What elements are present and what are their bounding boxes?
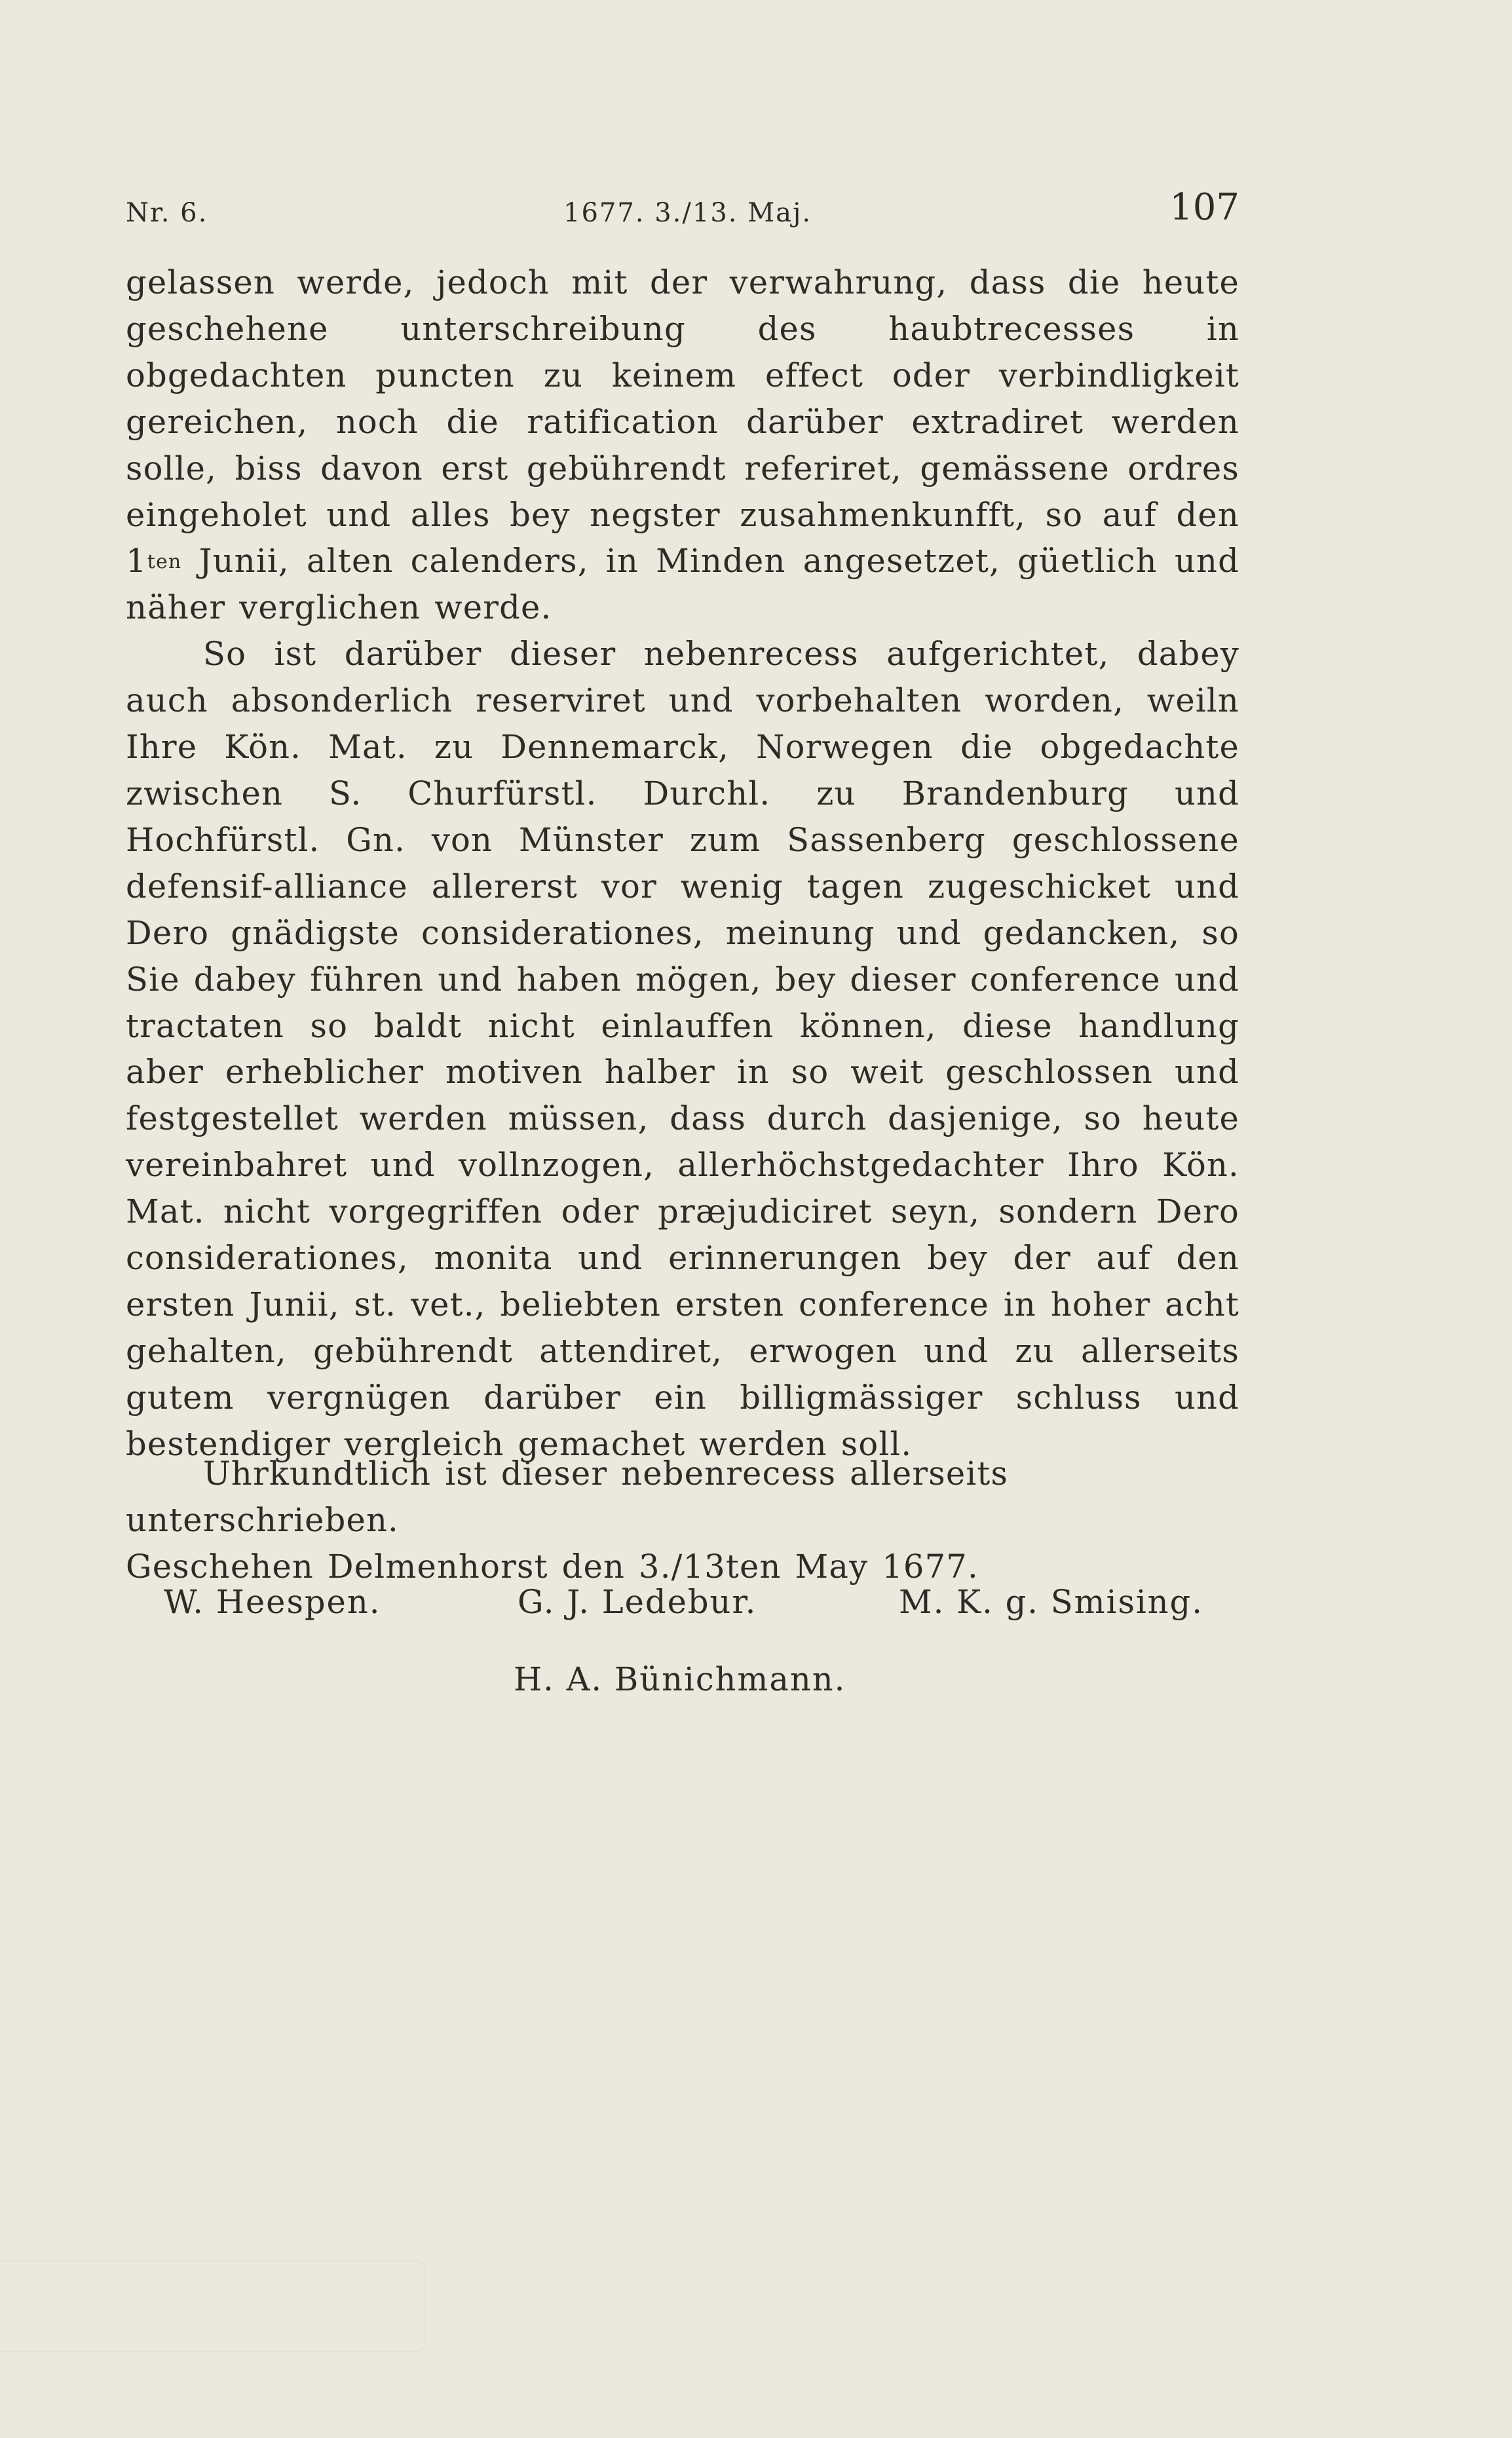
scan-artifact (0, 2260, 426, 2352)
paragraph-1-end: Junii, alten calenders, in Minden angesetzet, güetlich und näher verglichen werde. (126, 542, 1239, 627)
signature-smising: M. K. g. Smising. (899, 1583, 1203, 1621)
paragraph-1 (126, 259, 1239, 631)
document-number: Nr. 6. (126, 198, 208, 228)
closing-line-1: Uhrkundtlich ist dieser nebenrecess allerseits unterschrieben. (126, 1455, 1009, 1539)
superscript-ten: ten (147, 550, 182, 574)
document-date: 1677. 3./13. Maj. (563, 198, 812, 228)
closing-line-2: Geschehen Delmenhorst den 3./13ten May 1677. (126, 1547, 979, 1586)
page-header (126, 181, 1239, 240)
signature-buenichmann: H. A. Bünichmann. (514, 1660, 846, 1698)
signature-ledebur: G. J. Ledebur. (518, 1583, 757, 1621)
paragraph-1-text: gelassen werde, jedoch mit der verwahrung, dass die heute geschehene unterschreibung des haubtrecesses in obgedachten puncten zu keinem effect oder verbindligkeit gereichen, noch die ratification darüber extradiret werden solle, biss davon erst gebührendt referiret, gemässene ordres eingeholet und alles bey negster zusahmenkunfft, so auf den 1 (126, 263, 1239, 581)
closing-formula (126, 1451, 1239, 1590)
body-text (126, 259, 1239, 1468)
signature-heespen: W. Heespen. (164, 1583, 381, 1621)
paragraph-2: So ist darüber dieser nebenrecess aufgerichtet, dabey auch absonderlich reserviret und vorbehalten worden, weiln Ihre Kön. Mat. zu Dennemarck, Norwegen die obgedachte zwischen S. Churfürstl. Durchl. zu Brandenburg und Hochfürstl. Gn. von Münster zum Sassenberg geschlossene defensif-alliance allererst vor wenig tagen zugeschicket und Dero gnädigste considerationes, meinung und gedancken, so Sie dabey führen und haben mögen, bey dieser conference und tractaten so baldt nicht einlauffen können, diese handlung aber erheblicher motiven halber in so weit geschlossen und festgestellet werden müssen, dass durch dasjenige, so heute vereinbahret und vollnzogen, allerhöchstgedachter Ihro Kön. Mat. nicht vorgegriffen oder præjudiciret seyn, sondern Dero considerationes, monita und erinnerungen bey der auf den ersten Junii, st. vet., beliebten ersten conference in hoher acht gehalten, gebührendt attendiret, erwogen und zu allerseits gutem vergnügen darüber ein billigmässiger schluss und bestendiger vergleich gemachet werden soll. (126, 635, 1239, 1463)
page-number: 107 (1169, 186, 1239, 229)
